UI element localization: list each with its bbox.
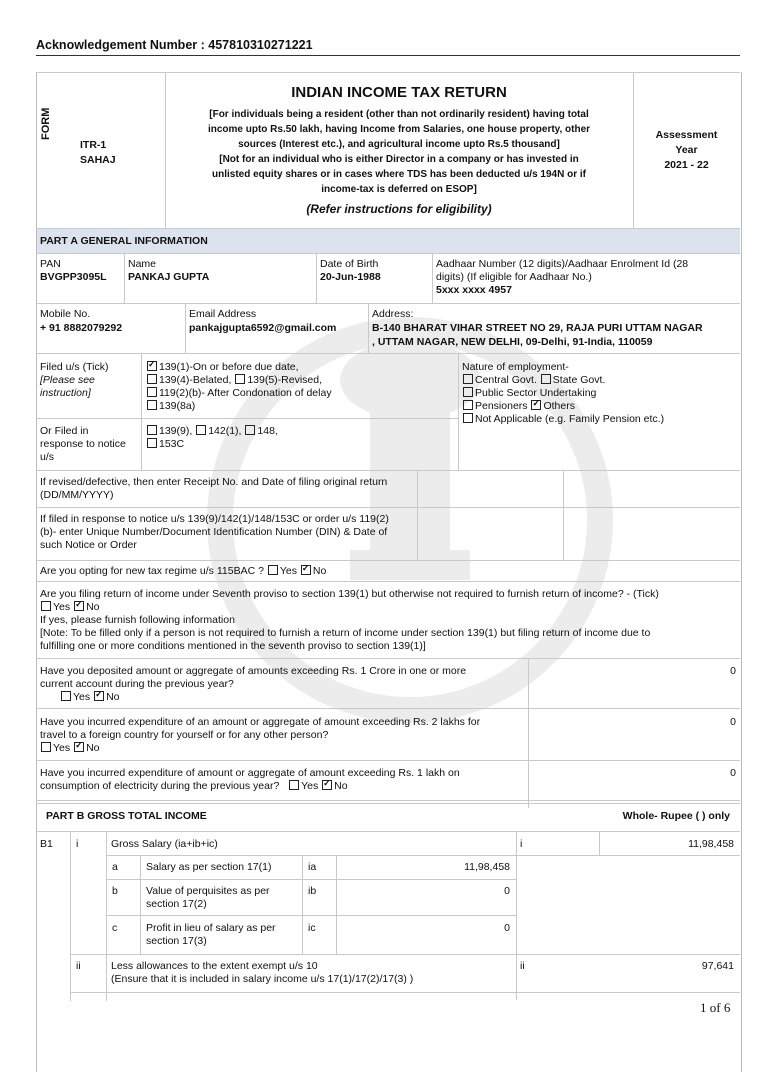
name-value: PANKAJ GUPTA [128,271,210,283]
address-label: Address: [372,308,414,320]
employment-label: Nature of employment- [462,361,569,373]
question-line: If filed in response to notice u/s 139(9)/142(1)/148/153C or order u/s 119(2) [40,513,389,525]
no-label: No [334,780,348,792]
row-c-label [146,922,276,948]
assessment-year [633,128,740,173]
deposit-question [40,665,466,704]
ack-number: 457810310271221 [208,38,313,52]
checkbox-no[interactable] [301,565,311,575]
option-label: Not Applicable (e.g. Family Pension etc.) [475,413,665,425]
allowances-value: 97,641 [701,960,734,972]
question-line: such Notice or Order [40,539,137,551]
option-label: 139(1)-On or before due date, [159,361,299,373]
checkbox[interactable] [463,413,473,423]
filed-opt-139-4-5[interactable] [146,374,332,387]
option-label: 139(5)-Revised, [247,374,323,386]
ack-label: Acknowledgement Number : [36,38,205,52]
address-line-1: B-140 BHARAT VIHAR STREET NO 29, RAJA PURI UTTAM NAGAR [372,322,703,334]
acknowledgement [36,38,313,52]
email-value: pankajgupta6592@gmail.com [189,322,337,334]
checkbox[interactable] [463,400,473,410]
question-line: current account during the previous year? [40,678,234,690]
row-c-code: ic [308,922,316,934]
question-line: travel to a foreign country for yourself or for any other person? [40,729,329,741]
b1-label: B1 [40,838,53,850]
no-label: No [86,601,100,613]
filed-note-2: instruction] [40,387,91,399]
checkbox[interactable] [147,400,157,410]
aadhaar-label [436,258,688,284]
row-c-value: 0 [504,922,510,934]
yes-label: Yes [279,565,297,577]
mobile-value: + 91 8882079292 [40,322,123,334]
form-label: FORM [40,107,52,140]
checkbox[interactable] [541,374,551,384]
checkbox-yes[interactable] [41,601,51,611]
option-label: Public Sector Undertaking [475,387,597,399]
form-code: ITR-1 [80,139,107,151]
yes-label: Yes [53,601,71,613]
checkbox[interactable] [147,425,157,435]
checkbox-no[interactable] [322,780,332,790]
row-b-code: ib [308,885,317,897]
filed-label: Filed u/s (Tick) [40,361,109,373]
checkbox-checked[interactable] [147,361,157,371]
filed-opt-139-8a[interactable] [146,400,332,413]
row-a-label: Salary as per section 17(1) [146,861,272,873]
checkbox-yes[interactable] [268,565,278,575]
checkbox[interactable] [147,374,157,384]
option-label: 139(8a) [159,400,196,412]
travel-question [40,716,480,755]
address-line-2: , UTTAM NAGAR, NEW DELHI, 09-Delhi, 91-India, 110059 [372,336,653,348]
label-line: Value of perquisites as per [146,885,270,897]
electricity-value: 0 [730,767,736,779]
question-line: Have you incurred expenditure of amount or aggregate of amount exceeding Rs. 1 lakh on [40,767,460,779]
revised-question [40,476,387,502]
row-b-letter: b [112,885,118,897]
pan-label: PAN [40,258,61,270]
seventh-proviso [40,588,659,653]
gross-salary-value: 11,98,458 [688,838,734,850]
dob-value: 20-Jun-1988 [320,271,381,283]
option-label: 142(1), [208,425,242,437]
checkbox[interactable] [235,374,245,384]
question-text: Are you filing return of income under Seventh proviso to section 139(1) but otherwise not required to furnish return of income? - (Tick) [40,588,659,600]
mobile-label: Mobile No. [40,308,91,320]
question-line: If revised/defective, then enter Receipt No. and Date of filing original return [40,476,388,488]
part-b-title: PART B GROSS TOTAL INCOME [46,810,207,822]
gross-salary-label: Gross Salary (ia+ib+ic) [111,838,218,850]
part-b-unit: Whole- Rupee ( ) only [622,810,730,822]
allowances-label [111,960,413,986]
option-label: State Govt. [552,374,606,386]
or-filed-line: response to notice [40,438,126,450]
notice-question [40,513,389,552]
desc-line: income upto Rs.50 lakh, having Income from Salaries, one house property, other [207,124,591,135]
ay-value: 2021 - 22 [664,159,709,171]
part-a-title: PART A GENERAL INFORMATION [40,235,208,247]
desc-line: [For individuals being a resident (other than not ordinarily resident) having total [209,109,589,120]
label-line: Less allowances to the extent exempt u/s 10 [111,960,318,972]
note-line: [Note: To be filled only if a person is not required to furnish a return of income under section 139(1) but filing return of income due to [40,627,651,639]
label-line: Profit in lieu of salary as per [146,922,276,934]
filed-opt-119[interactable] [146,387,332,400]
regime-question [40,565,326,578]
checkbox-checked[interactable] [531,400,541,410]
checkbox[interactable] [147,438,157,448]
question-line: (DD/MM/YYYY) [40,489,114,501]
travel-value: 0 [730,716,736,728]
desc-line: [Not for an individual who is either Director in a company or has invested in [219,154,579,165]
desc-line: income-tax is deferred on ESOP] [321,184,477,195]
checkbox[interactable] [245,425,255,435]
checkbox-no[interactable] [74,601,84,611]
info-text: If yes, please furnish following information [40,614,235,626]
question-text: Are you opting for new tax regime u/s 115BAC ? [40,565,264,577]
question-line: Have you deposited amount or aggregate of amounts exceeding Rs. 1 Crore in one or more [40,665,467,677]
row-a-value: 11,98,458 [464,861,510,873]
eligibility-note: (Refer instructions for eligibility) [306,202,492,216]
checkbox-yes[interactable] [289,780,299,790]
email-label: Email Address [189,308,257,320]
allowances-col: ii [520,960,525,972]
checkbox[interactable] [463,387,473,397]
checkbox-yes[interactable] [41,742,51,752]
label-line: section 17(3) [146,935,207,947]
option-label: 119(2)(b)- After Condonation of delay [159,387,332,399]
yes-label: Yes [301,780,319,792]
aadhaar-label-line: digits) (If eligible for Aadhaar No.) [436,271,592,283]
checkbox[interactable] [147,387,157,397]
form-description [168,107,630,197]
label-line: section 17(2) [146,898,207,910]
checkbox-no[interactable] [94,691,104,701]
name-label: Name [128,258,157,270]
electricity-question [40,767,460,793]
question-line: consumption of electricity during the previous year? [40,780,280,792]
option-label: 139(9), [159,425,193,437]
row-b-value: 0 [504,885,510,897]
or-filed-line: u/s [40,451,55,463]
aadhaar-value: 5xxx xxxx 4957 [436,284,512,296]
or-filed-label [40,425,126,464]
filed-note-1: [Please see [40,374,95,386]
desc-line: unlisted equity shares or in cases where TDS has been deducted u/s 194N or if [211,169,586,180]
option-label: Others [543,400,575,412]
no-label: No [106,691,120,703]
b1-i: i [76,838,79,850]
aadhaar-label-line: Aadhaar Number (12 digits)/Aadhaar Enrolment Id (28 [436,258,689,270]
checkbox-no[interactable] [74,742,84,752]
or-filed-line: Or Filed in [40,425,89,437]
pan-value: BVGPP3095L [40,271,107,283]
question-line: Have you incurred expenditure of an amount or aggregate of amount exceeding Rs. 2 lakhs for [40,716,481,728]
note-line: fulfilling one or more conditions mentioned in the seventh proviso to section 139(1)] [40,640,426,652]
row-ii-label: ii [76,960,81,972]
filed-options [146,361,332,413]
row-c-letter: c [112,922,118,934]
question-line: (b)- enter Unique Number/Document Identification Number (DIN) & Date of [40,526,388,538]
yes-label: Yes [73,691,91,703]
gross-salary-col: i [520,838,523,850]
ay-label: Assessment [655,129,718,141]
dob-label: Date of Birth [320,258,379,270]
form-title: INDIAN INCOME TAX RETURN [291,84,507,101]
row-a-code: ia [308,861,317,873]
page-number: 1 of 6 [700,1000,731,1015]
option-label: 153C [159,438,185,450]
filed-opt-139-1[interactable] [146,361,332,374]
yes-label: Yes [53,742,71,754]
option-label: Central Govt. [475,374,537,386]
notice-options [146,425,278,451]
ack-divider [36,55,740,56]
checkbox[interactable] [196,425,206,435]
option-label: 148, [257,425,278,437]
deposit-value: 0 [730,665,736,677]
option-label: Pensioners [475,400,528,412]
checkbox[interactable] [463,374,473,384]
no-label: No [312,565,327,577]
no-label: No [86,742,100,754]
ay-label: Year [675,144,698,156]
option-label: 139(4)-Belated, [159,374,232,386]
form-name: SAHAJ [80,154,116,166]
row-b-label [146,885,270,911]
desc-line: sources (Interest etc.), and agricultural income upto Rs.5 thousand] [238,139,560,150]
checkbox-yes[interactable] [61,691,71,701]
employment-options [462,361,664,426]
row-a-letter: a [112,861,118,873]
label-line: (Ensure that it is included in salary income u/s 17(1)/17(2)/17(3) ) [111,973,414,985]
